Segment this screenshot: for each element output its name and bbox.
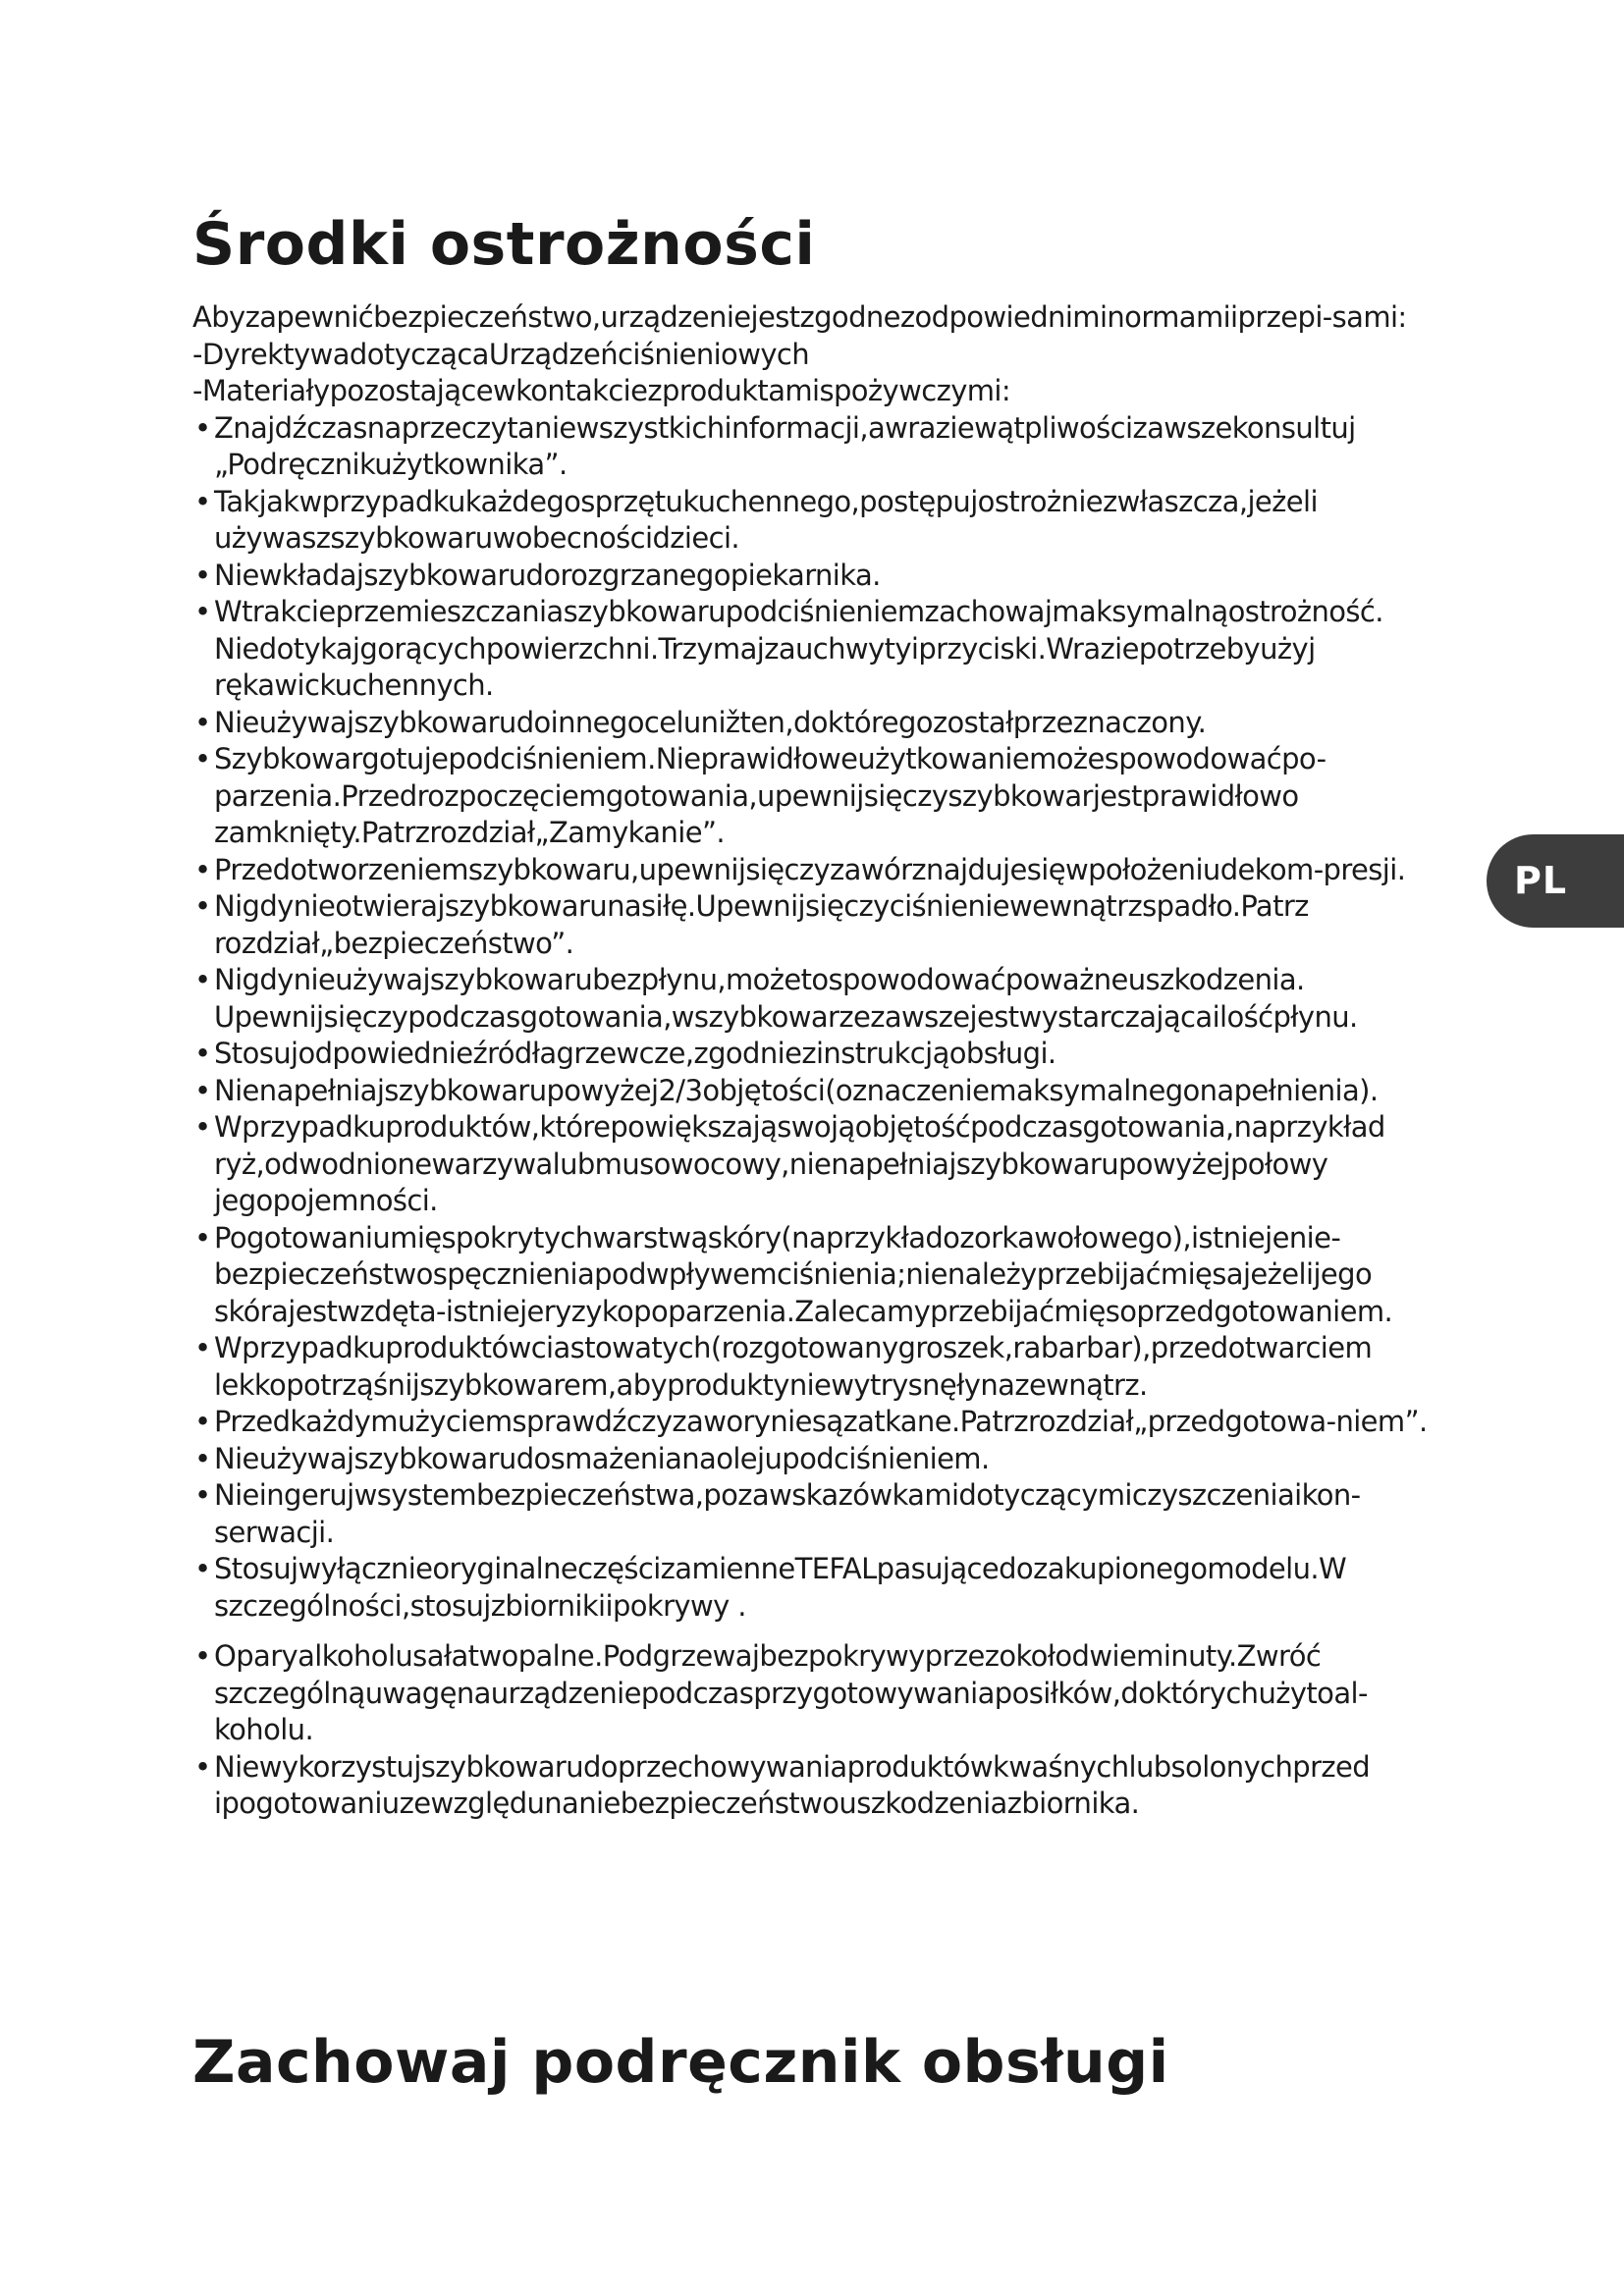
list-item: • Stosujodpowiednieźródłagrzewcze,zgodniezinstrukcjąobsługi. (192, 1036, 1459, 1073)
intro-line: -Materiałypozostającewkontakciezproduktamispożywczymi: (192, 374, 1011, 407)
list-item: • Wprzypadkuproduktów,którepowiększająswojąobjętośćpodczasgotowania,naprzykład ryż,odwodnionewarzywalubmusowocowy,nienapełniajszybkowarupowyżejpołowy jegopojemności. (192, 1109, 1459, 1220)
list-item: • Wprzypadkuproduktówciastowatych(rozgotowanygroszek,rabarbar),przedotwarciem lekkopotrząśnijszybkowarem,abyproduktyniewytrysnęłynazewnątrz. (192, 1330, 1459, 1404)
list-item: • Szybkowargotujepodciśnieniem.Nieprawidłoweużytkowaniemożespowodowaćpo-parzenia.Przedrozpoczęciemgotowania,upewnijsięczyszybkowarjestprawidłowo zamknięty.Patrzrozdział„Zamykanie”. (192, 741, 1459, 852)
list-item: • Nieużywajszybkowarudoinnegocelunižten,doktóregozostałprzeznaczony. (192, 705, 1459, 742)
list-item: • Nigdynieużywajszybkowarubezpłynu,możetospowodowaćpoważneuszkodzenia. Upewnijsięczypodczasgotowania,wszybkowarzezawszejestwystarczającailośćpłynu. (192, 962, 1459, 1036)
list-item: • Nienapełniajszybkowarupowyżej2/3objętości(oznaczeniemaksymalnegonapełnienia). (192, 1073, 1459, 1110)
section-heading-keep-manual: Zachowaj podręcznik obsługi (192, 2028, 1169, 2097)
intro-line: -DyrektywadotyczącaUrządzeńciśnieniowych (192, 337, 810, 371)
list-item: • Niewykorzystujszybkowarudoprzechowywaniaproduktówkwaśnychlubsolonychprzed ipogotowaniuzewzględunaniebezpieczeństwouszkodzeniazbiornika. (192, 1749, 1459, 1823)
intro-line: Abyzapewnićbezpieczeństwo,urządzeniejestzgodnezodpowiedniminormamiiprzepi-sami: (192, 300, 1407, 334)
precautions-list (192, 410, 1459, 1823)
list-item: • Niewkładajszybkowarudorozgrzanegopiekarnika. (192, 558, 1459, 595)
list-item: • Wtrakcieprzemieszczaniaszybkowarupodciśnieniemzachowajmaksymalnąostrożność. Niedotykajgorącychpowierzchni.Trzymajzauchwytyiprzyciski.Wraziepotrzebyużyj rękawickuchennych. (192, 594, 1459, 705)
language-tab-label: PL (1514, 859, 1568, 902)
list-item: • Nieingerujwsystembezpieczeństwa,pozawskazówkamidotyczącymiczyszczeniaikon-serwacji. (192, 1477, 1459, 1551)
list-item: • Pogotowaniumięspokrytychwarstwąskóry(naprzykładozorkawołowego),istniejenie-bezpieczeństwospęcznieniapodwpływemciśnienia;nienależyprzebijaćmięsajeżelijego skórajestwzdęta-istniejeryzykopoparzenia.Zalecamyprzebijaćmięsoprzedgotowaniem. (192, 1220, 1459, 1331)
list-item: • Znajdźczasnaprzeczytaniewszystkichinformacji,awraziewątpliwościzawszekonsultuj „Podręcznikużytkownika”. (192, 410, 1459, 484)
language-tab (1487, 834, 1624, 928)
list-item: • Nieużywajszybkowarudosmażenianaolejupodciśnieniem. (192, 1441, 1459, 1478)
list-item: • Przedotworzeniemszybkowaru,upewnijsięczyzawórznajdujesięwpołożeniudekom-presji. (192, 852, 1459, 889)
list-item: • Oparyalkoholusałatwopalne.Podgrzewajbezpokrywyprzezokołodwieminuty.Zwróć szczególnąuwagęnaurządzeniepodczasprzygotowywaniaposiłków,doktórychużytoal-koholu. (192, 1638, 1459, 1749)
safety-text-block (192, 299, 1459, 1823)
list-item: • Takjakwprzypadkukażdegosprzętukuchennego,postępujostrożniezwłaszcza,jeżeli używaszszybkowaruwobecnościdzieci. (192, 484, 1459, 558)
section-heading-precautions: Środki ostrożności (192, 210, 816, 279)
list-item: • Nigdynieotwierajszybkowarunasiłę.Upewnijsięczyciśnieniewewnątrzspadło.Patrz rozdział„bezpieczeństwo”. (192, 888, 1459, 962)
list-item: • StosujwyłącznieoryginalneczęścizamienneTEFALpasującedozakupionegomodelu.W szczególności,stosujzbiornikiipokrywy . (192, 1551, 1459, 1625)
list-item: • Przedkażdymużyciemsprawdźczyzaworyniesązatkane.Patrzrozdział„przedgotowa-niem”. (192, 1404, 1459, 1441)
